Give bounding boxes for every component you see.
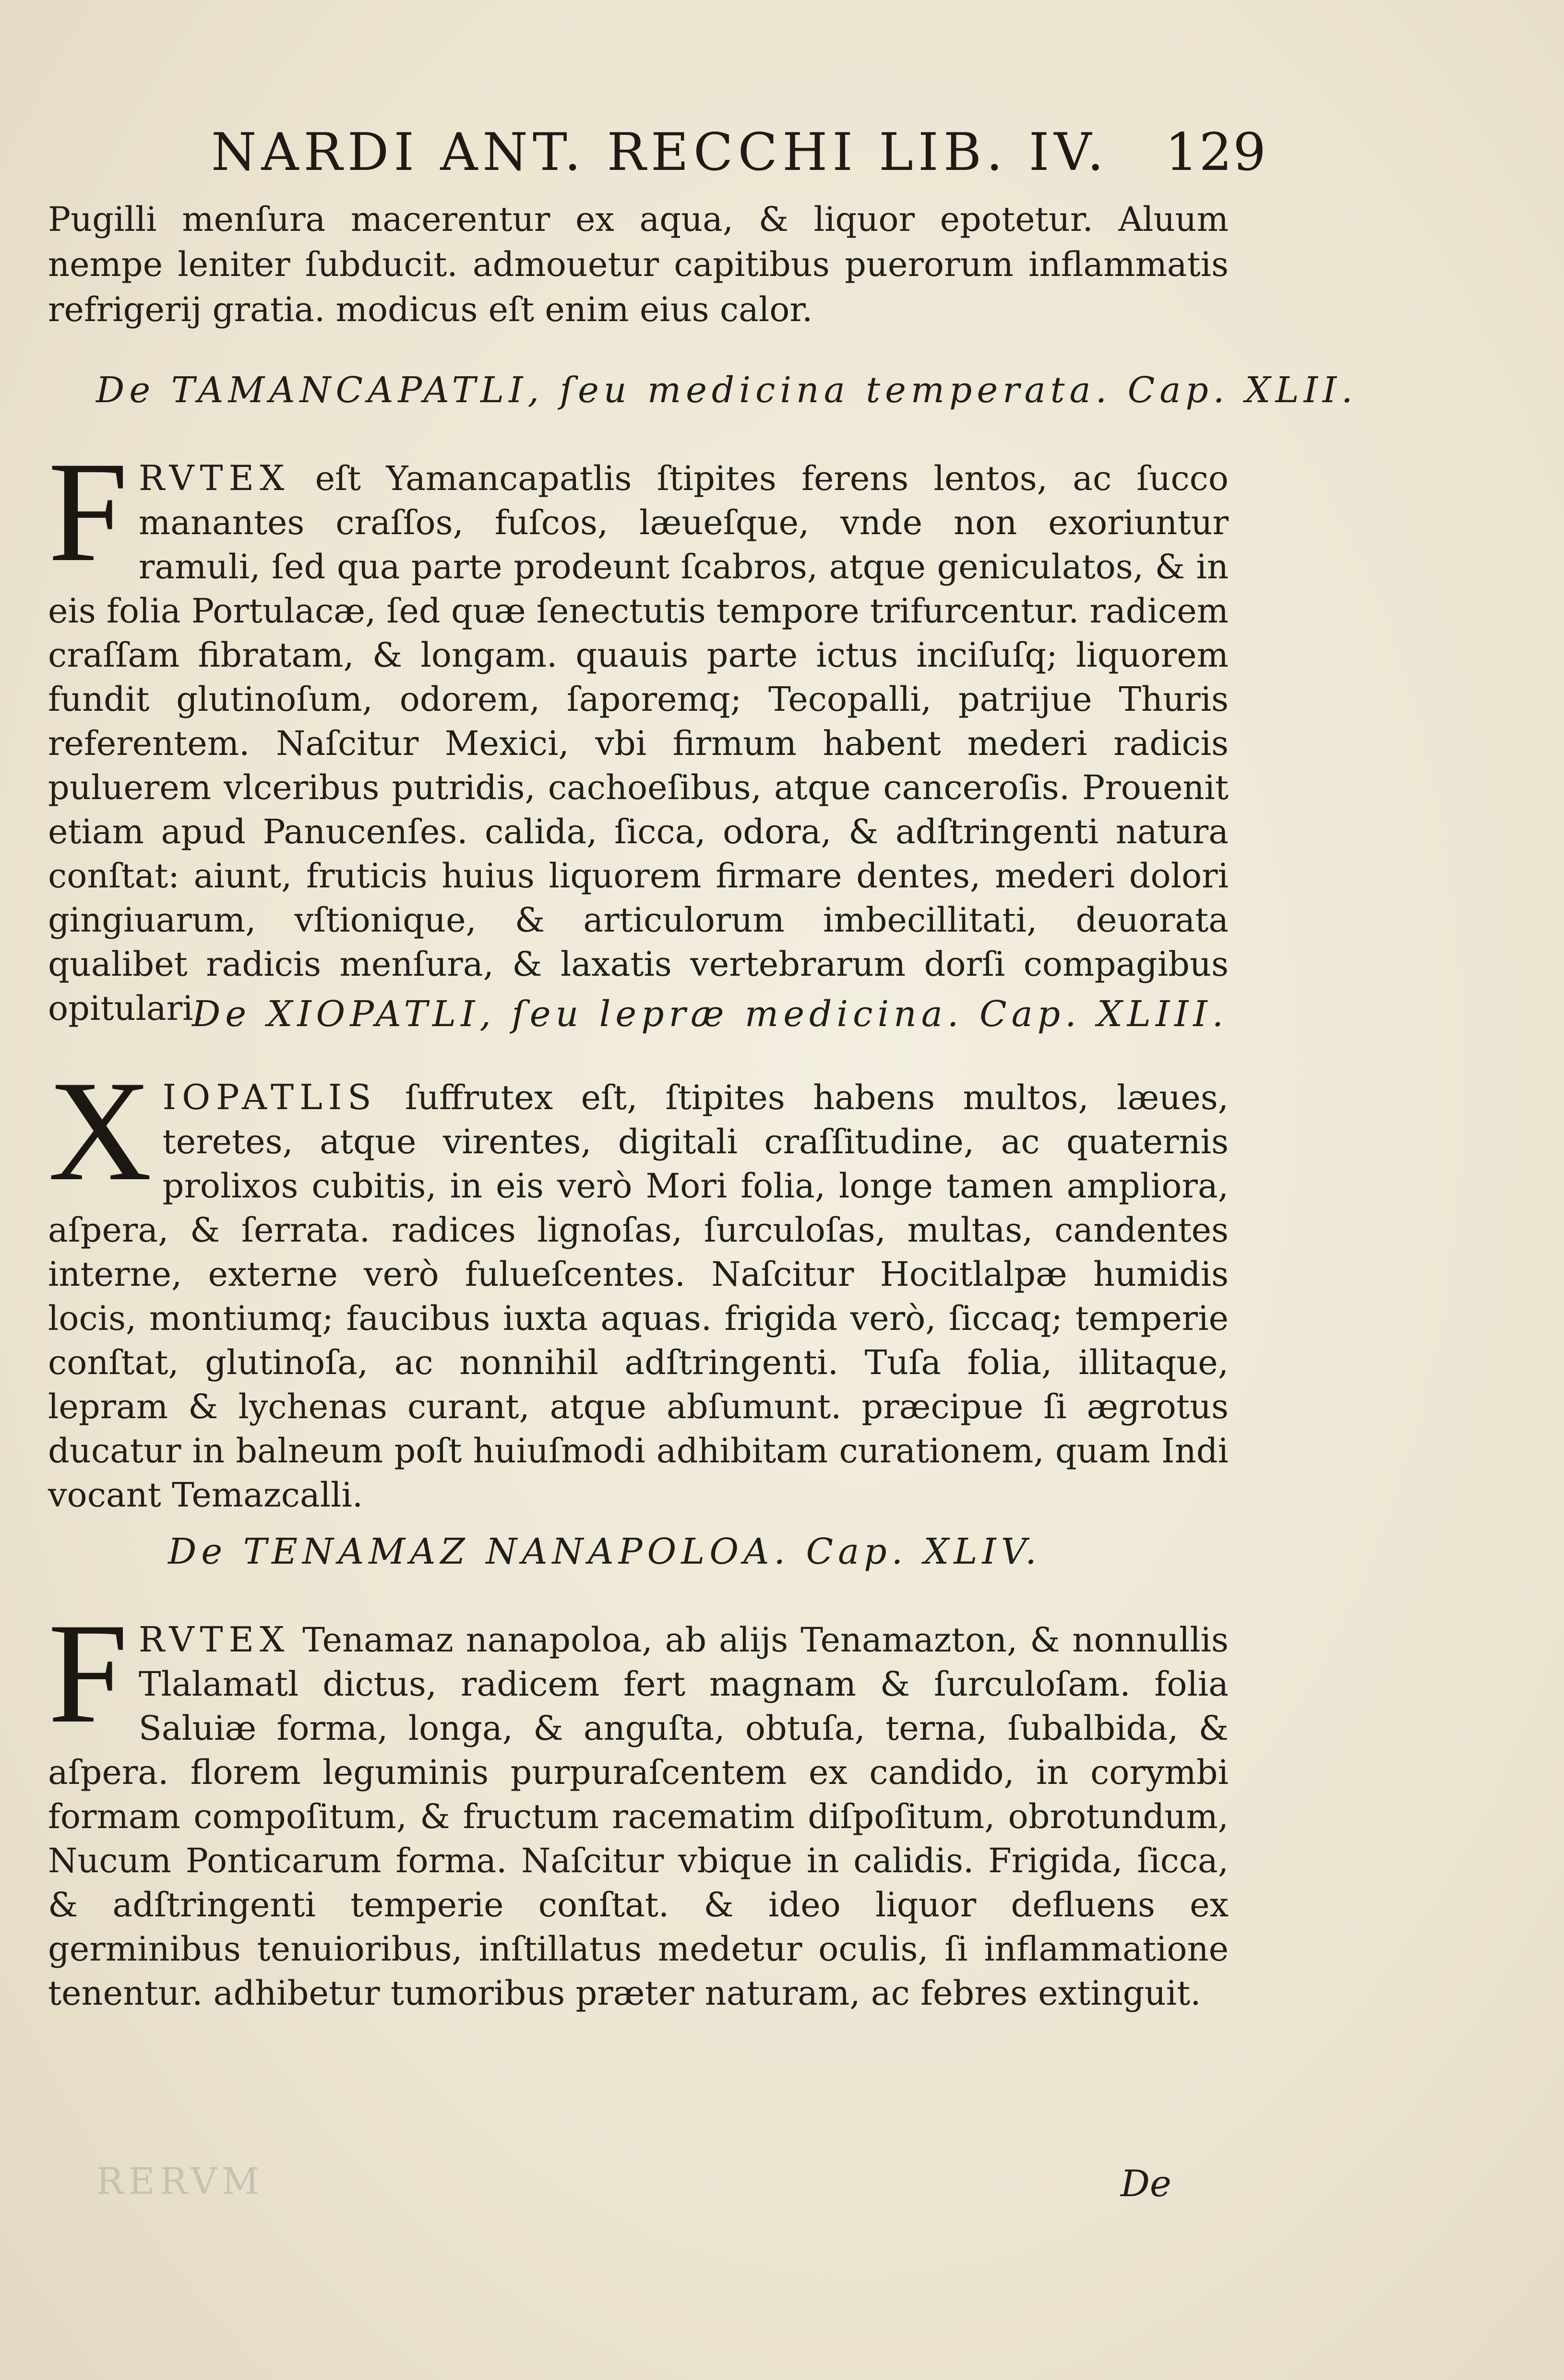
intro-paragraph [48,197,1229,332]
intro-text: Pugilli menſura macerentur ex aqua, & liquor epotetur. Aluum nempe leniter ſubducit. admouetur capitibus puerorum inflammatis refrigerij gratia. modicus eſt enim eius calor. [48,200,1229,329]
lead-word: RVTEX [138,1619,290,1660]
bleed-through-text: RERVM [96,2160,264,2202]
chapter-text: eſt Yamancapatlis ſtipites ferens lentos, ac ſucco manantes craſſos, fuſcos, læueſque, vnde non exoriuntur ramuli, ſed qua parte prodeunt ſcabros, atque geniculatos, & in eis folia Portulacæ, ſed quæ ſenectutis tempore trifurcentur. radicem craſſam fibratam, & longam. quauis parte ictus inciſuſq; liquorem fundit glutinoſum, odorem, ſaporemq; Tecopalli, patrijue Thuris referentem. Naſcitur Mexici, vbi firmum habent mederi radicis puluerem vlceribus putridis, cachoeſibus, atque canceroſis. Prouenit etiam apud Panucenſes. calida, ſicca, odora, & adſtringenti natura conſtat: aiunt, fruticis huius liquorem firmare dentes, mederi dolori gingiuarum, vſtionique, & articulorum imbecillitati, deuorata qualibet radicis menſura, & laxatis vertebrarum dorſi compagibus opitulari. [48,459,1229,1028]
lead-word: RVTEX [138,458,290,498]
drop-cap: X [48,1051,152,1210]
chapter-text: ſuffrutex eſt, ſtipites habens multos, læues, teretes, atque virentes, digitali craſſitudine, ac quaternis prolixos cubitis, in eis verò Mori folia, longe tamen ampliora, aſpera, & ſerrata. radices lignoſas, ſurculoſas, multas, candentes interne, externe verò fulueſcentes. Naſcitur Hocitlalpæ humidis locis, montiumq; faucibus iuxta aquas. frigida verò, ſiccaq; temperie conſtat, glutinoſa, ac nonnihil adſtringenti. Tuſa folia, illitaque, lepram & lychenas curant, atque abſumunt. præcipue ſi ægrotus ducatur in balneum poſt huiuſmodi adhibitam curationem, quam Indi vocant Temazcalli. [48,1078,1229,1515]
lead-word: IOPATLIS [162,1077,377,1117]
chapter-heading-44: De TENAMAZ NANAPOLOA. Cap. XLIV. [168,1531,1041,1572]
chapter-heading-42: De TAMANCAPATLI, ſeu medicina temperata. Cap. XLII. [96,370,1358,411]
chapter-body-44 [48,1593,1229,2015]
chapter-text: Tenamaz nanapoloa, ab alijs Tenamazton, & nonnullis Tlalamatl dictus, radicem fert magnam & ſurculoſam. folia Saluiæ forma, longa, & anguſta, obtuſa, terna, ſubalbida, & aſpera. florem leguminis purpuraſcentem ex candido, in corymbi formam compoſitum, & fructum racematim diſpoſitum, obrotundum, Nucum Ponticarum forma. Naſcitur vbique in calidis. Frigida, ſicca, & adſtringenti temperie conſtat. & ideo liquor defluens ex germinibus tenuioribus, inſtillatus medetur oculis, ſi inflammatione tenentur. adhibetur tumoribus præter naturam, ac febres extinguit. [48,1620,1229,2013]
drop-cap: F [48,432,128,591]
chapter-heading-43: De XIOPATLI, ſeu lepræ medicina. Cap. XLIII. [192,993,1229,1035]
running-title: NARDI ANT. RECCHI LIB. IV. [211,122,1109,182]
chapter-body-42 [48,432,1229,1030]
running-head [211,122,1267,194]
drop-cap: F [48,1593,128,1753]
page-number: 129 [1165,122,1267,182]
chapter-body-43 [48,1051,1229,1517]
catchword: De [1121,2162,1171,2205]
